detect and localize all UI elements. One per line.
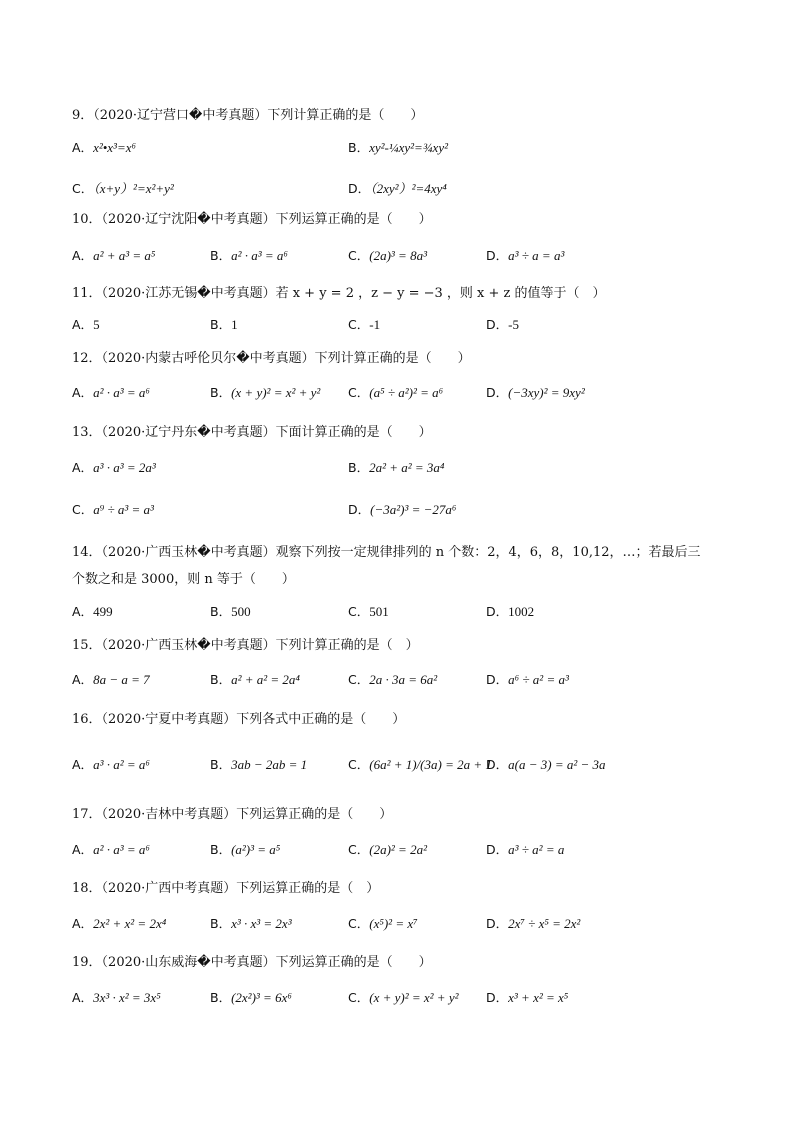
option-b: B．a² · a³ = a⁶	[210, 248, 288, 263]
option-c: C．(2a)³ = 8a³	[348, 248, 427, 263]
option-d: D．(−3xy)² = 9xy²	[486, 385, 585, 400]
option-d: D．1002	[486, 604, 535, 619]
option-b: B．2a² + a² = 3a⁴	[348, 460, 445, 475]
option-c: C．（x+y）²=x²+y²	[72, 181, 174, 196]
question-stem: 15．（2020·广西玉林�中考真题）下列计算正确的是（ ）	[72, 638, 419, 653]
option-b: B．1	[210, 317, 238, 332]
option-a: A．5	[72, 317, 100, 332]
option-d: D．a(a − 3) = a² − 3a	[486, 757, 606, 772]
question-stem: 14．（2020·广西玉林�中考真题）观察下列按一定规律排列的 n 个数：2，4，6，8，10,12，…；若最后三	[72, 545, 701, 560]
option-d: D．a⁶ ÷ a² = a³	[486, 672, 569, 687]
question-stem: 19．（2020·山东威海�中考真题）下列运算正确的是（ ）	[72, 955, 432, 970]
option-a: A．a² · a³ = a⁶	[72, 385, 150, 400]
option-a: A．2x² + x² = 2x⁴	[72, 916, 167, 931]
option-d: D．-5	[486, 317, 519, 332]
option-d: D．a³ ÷ a² = a	[486, 842, 565, 857]
question-stem: 11．（2020·江苏无锡�中考真题）若 x + y = 2 ，z − y = −3 ，则 x + z 的值等于（ ）	[72, 286, 606, 301]
option-a: A．a³ · a³ = 2a³	[72, 460, 156, 475]
option-b: B．3ab − 2ab = 1	[210, 757, 308, 772]
option-c: C．(a⁵ ÷ a²)² = a⁶	[348, 385, 444, 400]
option-a: A．a² + a³ = a⁵	[72, 248, 156, 263]
option-a: A．499	[72, 604, 113, 619]
question-stem: 12．（2020·内蒙古呼伦贝尔�中考真题）下列计算正确的是（ ）	[72, 351, 471, 366]
option-d: D．2x⁷ ÷ x⁵ = 2x²	[486, 916, 581, 931]
option-d: D．（2xy²）²=4xy⁴	[348, 181, 447, 196]
option-a: A．3x³ · x² = 3x⁵	[72, 990, 161, 1005]
question-stem: 18．（2020·广西中考真题）下列运算正确的是（ ）	[72, 881, 380, 896]
option-b: B．a² + a² = 2a⁴	[210, 672, 300, 687]
question-stem: 9．（2020·辽宁营口�中考真题）下列计算正确的是（ ）	[72, 108, 424, 123]
option-c: C．a⁹ ÷ a³ = a³	[72, 502, 154, 517]
option-c: C．(6a² + 1)/(3a) = 2a + 1	[348, 757, 492, 772]
option-b: B．(x + y)² = x² + y²	[210, 385, 321, 400]
option-c: C．501	[348, 604, 389, 619]
option-b: B．500	[210, 604, 251, 619]
question-stem-continued: 个数之和是 3000，则 n 等于（ ）	[72, 572, 295, 587]
option-c: C．2a · 3a = 6a²	[348, 672, 438, 687]
option-a: A．8a − a = 7	[72, 672, 150, 687]
option-c: C．(2a)² = 2a²	[348, 842, 427, 857]
option-b: B．(a²)³ = a⁵	[210, 842, 281, 857]
option-c: C．(x⁵)² = x⁷	[348, 916, 418, 931]
question-stem: 17．（2020·吉林中考真题）下列运算正确的是（ ）	[72, 807, 393, 822]
option-a: A．a² · a³ = a⁶	[72, 842, 150, 857]
option-d: D．x³ + x² = x⁵	[486, 990, 569, 1005]
option-d: D．(−3a²)³ = −27a⁶	[348, 502, 457, 517]
option-c: C．(x + y)² = x² + y²	[348, 990, 459, 1005]
option-b: B．xy²-¼xy²=¾xy²	[348, 140, 448, 155]
question-stem: 10．（2020·辽宁沈阳�中考真题）下列运算正确的是（ ）	[72, 212, 432, 227]
option-d: D．a³ ÷ a = a³	[486, 248, 565, 263]
question-stem: 13．（2020·辽宁丹东�中考真题）下面计算正确的是（ ）	[72, 425, 432, 440]
option-a: A．x²•x³=x⁶	[72, 140, 137, 155]
option-b: B．x³ · x³ = 2x³	[210, 916, 292, 931]
option-c: C．-1	[348, 317, 381, 332]
question-stem: 16．（2020·宁夏中考真题）下列各式中正确的是（ ）	[72, 712, 406, 727]
option-a: A．a³ · a² = a⁶	[72, 757, 150, 772]
option-b: B．(2x²)³ = 6x⁶	[210, 990, 292, 1005]
